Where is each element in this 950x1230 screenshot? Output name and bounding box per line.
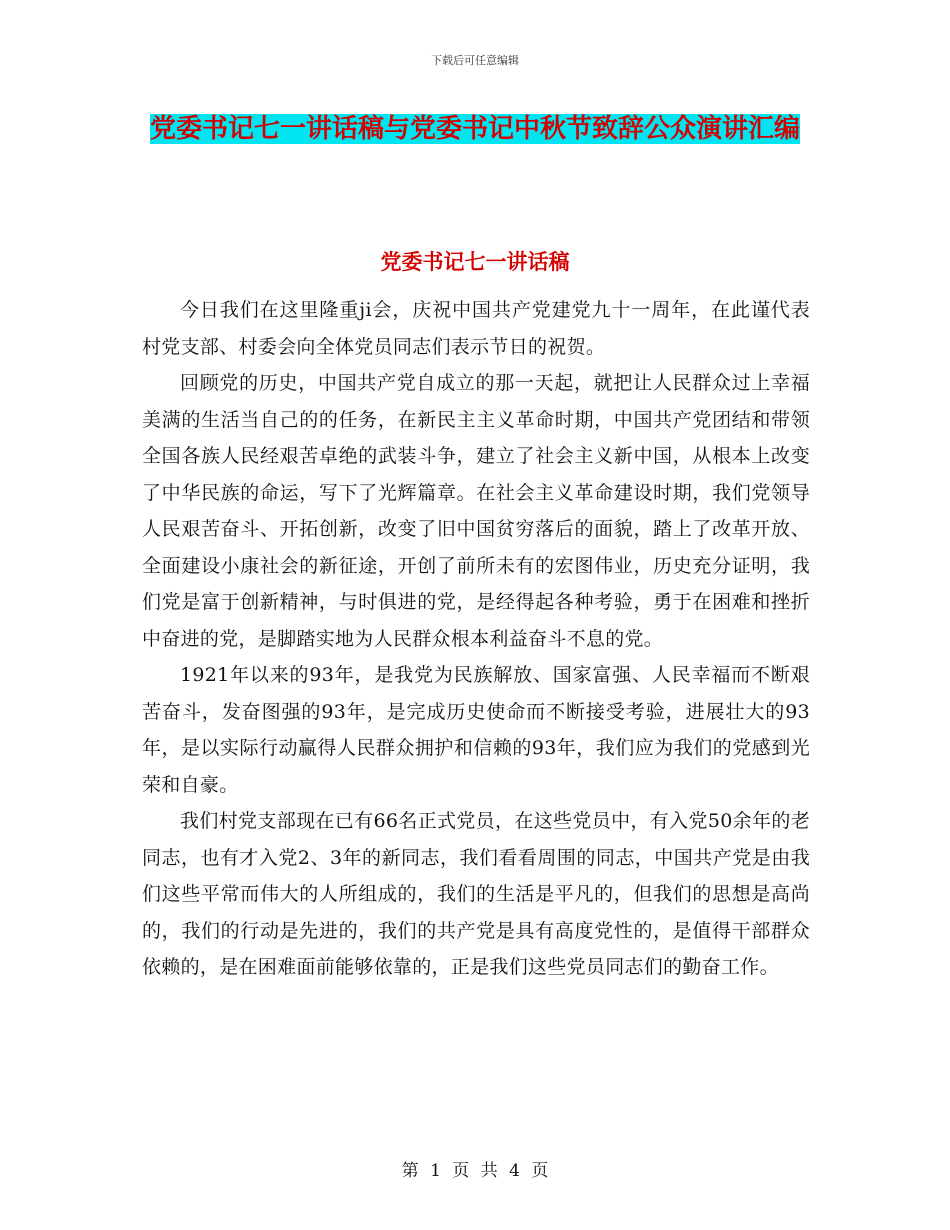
document-title-text: 党委书记七一讲话稿与党委书记中秋节致辞公众演讲汇编 <box>149 114 800 144</box>
page-indicator: 第 1 页 共 4 页 <box>401 1161 549 1181</box>
document-title <box>140 106 810 152</box>
document-body <box>142 292 810 986</box>
paragraph: 回顾党的历史，中国共产党自成立的那一天起，就把让人民群众过上幸福美满的生活当自己的的任务，在新民主主义革命时期，中国共产党团结和带领全国各族人民经艰苦卓绝的武装斗争，建立了社会主义新中国，从根本上改变了中华民族的命运，写下了光辉篇章。在社会主义革命建设时期，我们党领导人民艰苦奋斗、开拓创新，改变了旧中国贫穷落后的面貌，踏上了改革开放、全面建设小康社会的新征途，开创了前所未有的宏图伟业，历史充分证明，我们党是富于创新精神，与时俱进的党，是经得起各种考验，勇于在困难和挫折中奋进的党，是脚踏实地为人民群众根本利益奋斗不息的党。 <box>142 372 810 650</box>
page-header-note: 下载后可任意编辑 <box>431 54 519 67</box>
paragraph: 我们村党支部现在已有66名正式党员，在这些党员中，有入党50余年的老同志，也有才入党2、3年的新同志，我们看看周围的同志，中国共产党是由我们这些平常而伟大的人所组成的，我们的生活是平凡的，但我们的思想是高尚的，我们的行动是先进的，我们的共产党是具有高度党性的，是值得干部群众依赖的，是在困难面前能够依靠的，正是我们这些党员同志们的勤奋工作。 <box>142 810 810 978</box>
paragraph: 今日我们在这里隆重ji会，庆祝中国共产党建党九十一周年，在此谨代表村党支部、村委会向全体党员同志们表示节日的祝贺。 <box>142 299 810 358</box>
paragraph: 1921年以来的93年，是我党为民族解放、国家富强、人民幸福而不断艰苦奋斗，发奋图强的93年，是完成历史使命而不断接受考验，进展壮大的93年，是以实际行动赢得人民群众拥护和信赖的93年，我们应为我们的党感到光荣和自豪。 <box>142 664 810 796</box>
section-title: 党委书记七一讲话稿 <box>380 250 570 274</box>
